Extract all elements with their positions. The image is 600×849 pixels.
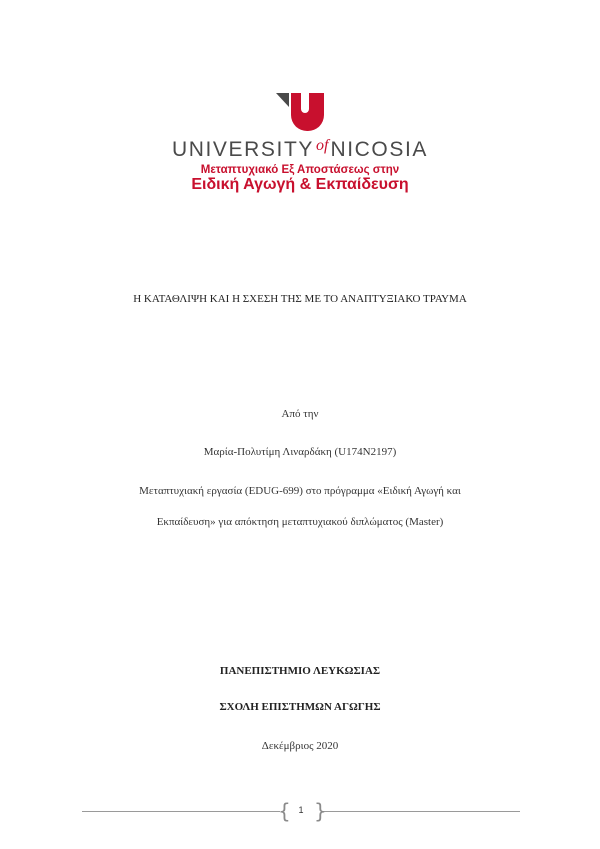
program-subtitle-large: Ειδική Αγωγή & Εκπαίδευση	[191, 176, 409, 193]
university-name	[0, 138, 600, 162]
institution-name: ΠΑΝΕΠΙΣΤΗΜΙΟ ΛΕΥΚΩΣΙΑΣ	[219, 665, 381, 677]
thesis-description-line1: Μεταπτυχιακή εργασία (EDUG-699) στο πρόγραμμα «Ειδική Αγωγή και	[139, 485, 461, 497]
footer-rule-right	[321, 811, 520, 812]
program-subtitle-small: Μεταπτυχιακό Εξ Αποστάσεως στην	[200, 164, 400, 176]
footer-rule-left	[82, 811, 280, 812]
page-number: 1	[298, 805, 304, 815]
author-name: Μαρία-Πολυτίμη Λιναρδάκη (U174N2197)	[203, 446, 397, 458]
university-name-of: of	[316, 137, 329, 154]
university-name-part2: NICOSIA	[330, 138, 429, 161]
by-label: Από την	[281, 408, 319, 420]
school-name: ΣΧΟΛΗ ΕΠΙΣΤΗΜΩΝ ΑΓΩΓΗΣ	[219, 701, 381, 713]
university-name-part1: UNIVERSITY	[171, 138, 314, 161]
footer-brace-left-icon: {	[278, 799, 291, 823]
university-logo-icon	[276, 93, 324, 131]
thesis-description-line2: Εκπαίδευση» για απόκτηση μεταπτυχιακού διπλώματος (Master)	[156, 516, 444, 528]
footer-brace-right-icon: }	[314, 799, 327, 823]
submission-date: Δεκέμβριος 2020	[261, 740, 339, 752]
thesis-title: Η ΚΑΤΑΘΛΙΨΗ ΚΑΙ Η ΣΧΕΣΗ ΤΗΣ ΜΕ ΤΟ ΑΝΑΠΤΥΞΙΑΚΟ ΤΡΑΥΜΑ	[133, 293, 467, 305]
